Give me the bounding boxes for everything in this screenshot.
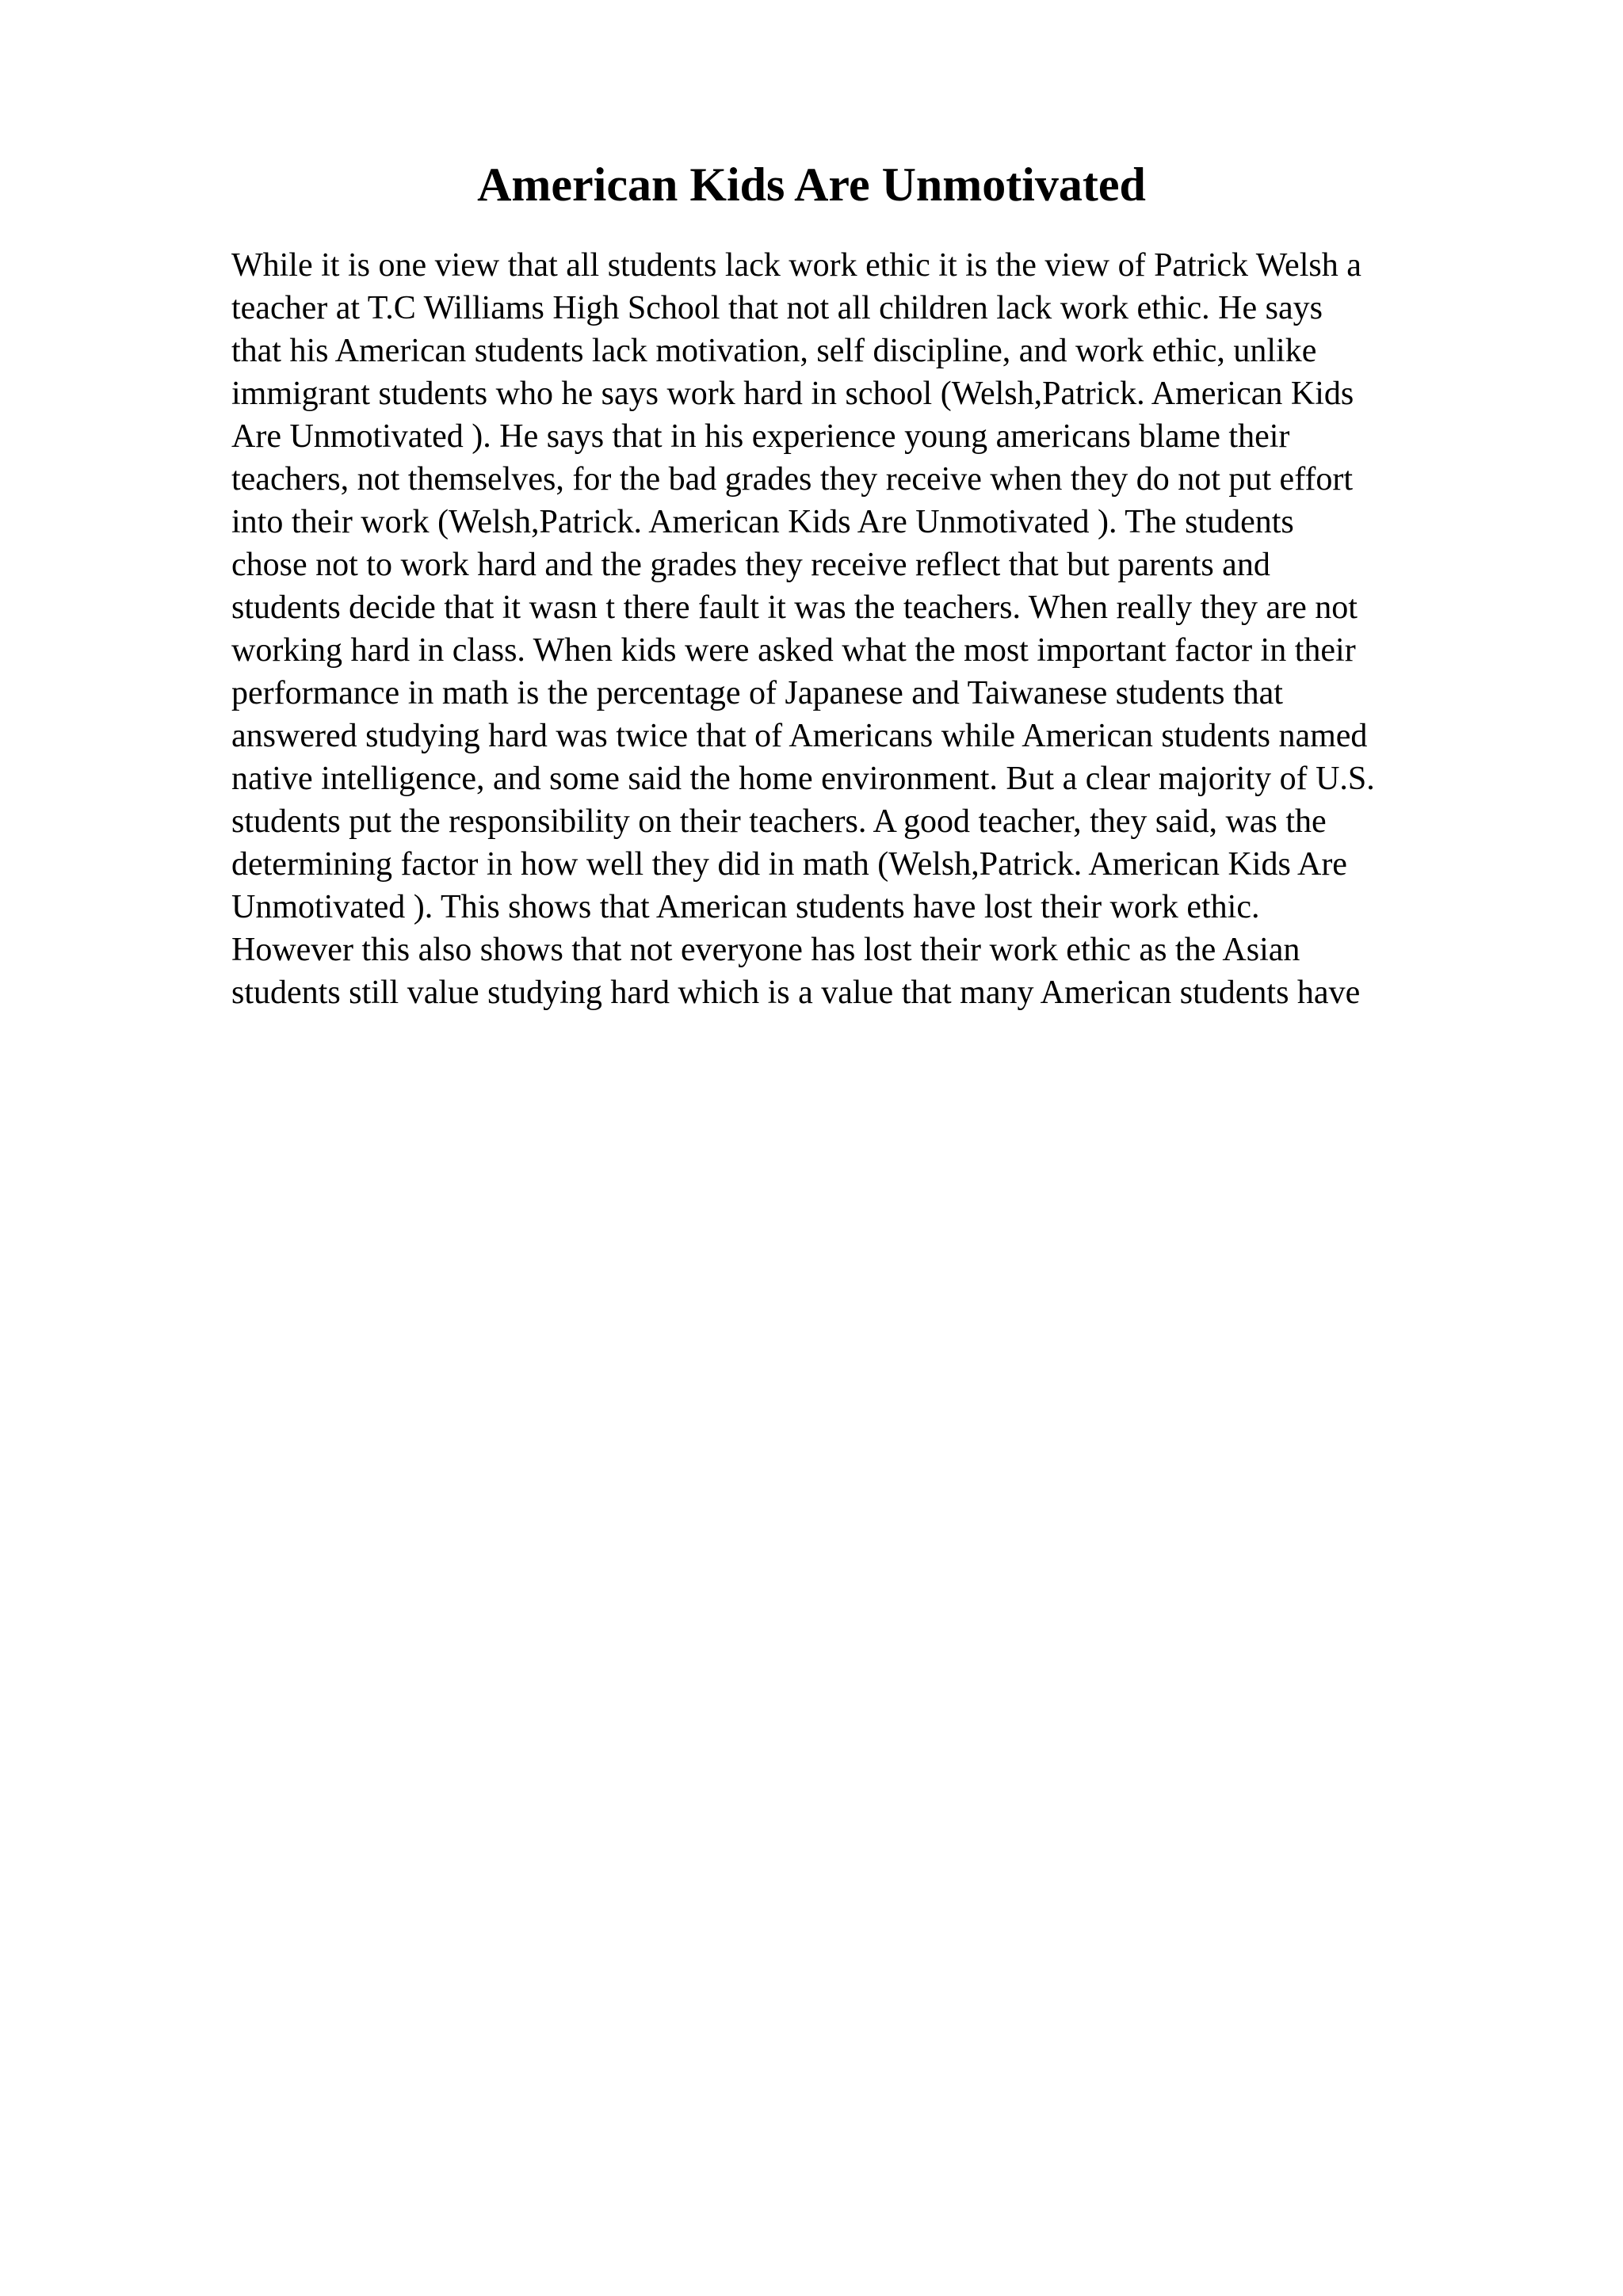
text-line: teacher at T.C Williams High School that not all children lack work ethic. He says <box>231 290 1323 326</box>
text-line: teachers, not themselves, for the bad grades they receive when they do not put effort <box>231 461 1354 498</box>
document-title: American Kids Are Unmotivated <box>477 158 1146 211</box>
text-line: Unmotivated ). This shows that American students have lost their work ethic. <box>231 889 1260 925</box>
text-line: However this also shows that not everyone has lost their work ethic as the Asian <box>231 932 1300 968</box>
text-line: immigrant students who he says work hard in school (Welsh,Patrick. American Kids <box>231 376 1354 412</box>
text-line: students decide that it wasn t there fault it was the teachers. When really they are not <box>231 589 1358 626</box>
text-line: determining factor in how well they did in math (Welsh,Patrick. American Kids Are <box>231 846 1347 883</box>
text-line: Are Unmotivated ). He says that in his experience young americans blame their <box>231 418 1290 455</box>
text-line: native intelligence, and some said the home environment. But a clear majority of U.S. <box>231 761 1375 797</box>
text-line: that his American students lack motivation, self discipline, and work ethic, unlike <box>231 333 1317 369</box>
text-line: While it is one view that all students lack work ethic it is the view of Patrick Welsh a <box>231 247 1361 284</box>
text-line: performance in math is the percentage of Japanese and Taiwanese students that <box>231 675 1283 711</box>
text-line: into their work (Welsh,Patrick. American Kids Are Unmotivated ). The students <box>231 504 1294 540</box>
body-paragraph <box>231 244 1515 1014</box>
text-line: students put the responsibility on their teachers. A good teacher, they said, was the <box>231 803 1327 840</box>
text-line: answered studying hard was twice that of Americans while American students named <box>231 718 1368 754</box>
text-line: students still value studying hard which is a value that many American students have <box>231 974 1361 1011</box>
text-line: chose not to work hard and the grades they receive reflect that but parents and <box>231 547 1270 583</box>
text-line: working hard in class. When kids were asked what the most important factor in their <box>231 632 1356 669</box>
